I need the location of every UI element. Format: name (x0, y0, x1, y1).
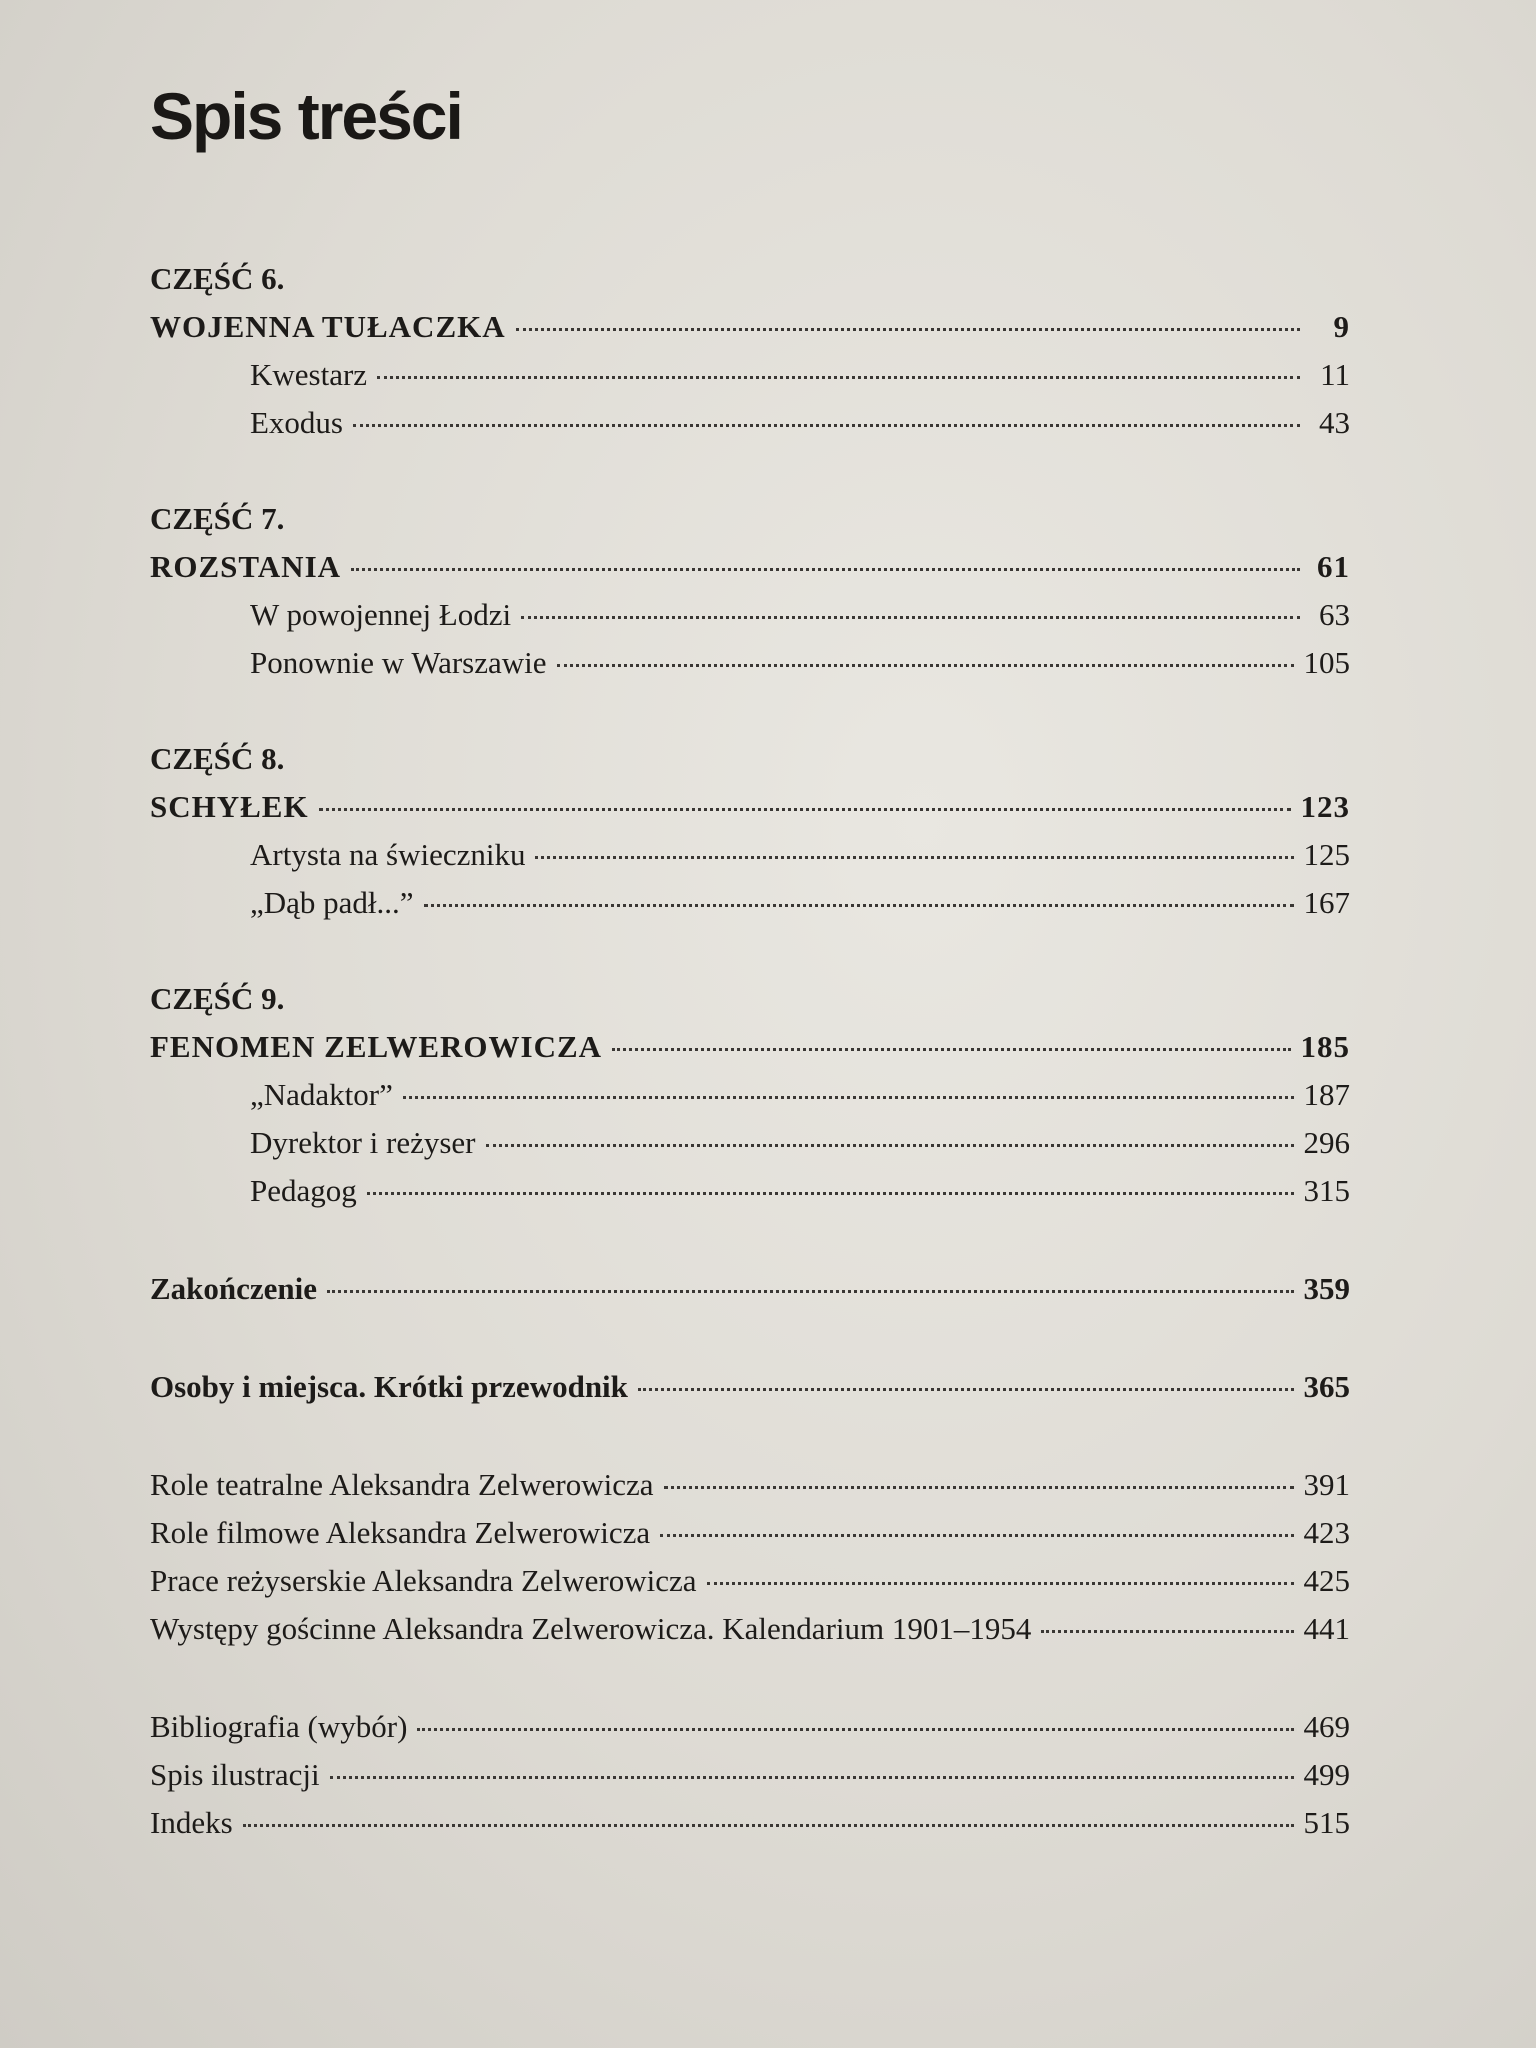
toc-page-number: 11 (1320, 357, 1350, 392)
toc-appendix-entry[interactable] (150, 1703, 1350, 1751)
toc-entry-label: Indeks (150, 1805, 233, 1840)
toc-part-heading[interactable] (150, 783, 1350, 831)
toc-appendix-entry[interactable] (150, 1799, 1350, 1847)
toc-entry-label: ROZSTANIA (150, 549, 342, 584)
dot-leader (327, 1290, 1293, 1293)
toc-entry-label: Bibliografia (wybór) (150, 1709, 408, 1744)
toc-entry-label: W powojennej Łodzi (250, 597, 512, 632)
dot-leader (664, 1486, 1294, 1489)
toc-entry-label: „Dąb padł...” (250, 885, 414, 920)
spacer (150, 447, 1350, 495)
dot-leader (638, 1388, 1294, 1391)
dot-leader (403, 1096, 1294, 1099)
toc-page-number: 167 (1303, 885, 1350, 920)
toc-entry-label: Exodus (250, 405, 343, 440)
toc-chapter[interactable] (150, 1071, 1350, 1119)
dot-leader (417, 1728, 1293, 1731)
toc-page-number: 423 (1303, 1515, 1350, 1550)
toc-part-heading[interactable] (150, 303, 1350, 351)
toc-page-number: 123 (1300, 789, 1350, 824)
toc-page-number: 365 (1303, 1369, 1350, 1404)
dot-leader (367, 1192, 1294, 1195)
toc-entry-label: Artysta na świeczniku (250, 837, 526, 872)
dot-leader (353, 424, 1300, 427)
dot-leader (535, 856, 1293, 859)
toc-entry-label: „Nadaktor” (250, 1077, 393, 1112)
toc-page-number: 187 (1303, 1077, 1350, 1112)
toc-page-number: 105 (1303, 645, 1350, 680)
toc-part-heading[interactable] (150, 543, 1350, 591)
dot-leader (319, 808, 1291, 811)
dot-leader (351, 568, 1300, 571)
dot-leader (1041, 1630, 1293, 1633)
toc-page-number: 441 (1303, 1611, 1350, 1646)
toc-entry-label: Zakończenie (150, 1271, 318, 1306)
toc-appendix-entry[interactable] (150, 1751, 1350, 1799)
toc-roles-entry[interactable] (150, 1509, 1350, 1557)
toc-entry-label: WOJENNA TUŁACZKA (150, 309, 506, 344)
spacer (150, 687, 1350, 735)
toc-chapter[interactable] (150, 639, 1350, 687)
toc-page-number: 359 (1303, 1271, 1350, 1306)
toc-page-number: 43 (1319, 405, 1350, 440)
toc-part-heading[interactable] (150, 1023, 1350, 1071)
toc-entry-label: Role teatralne Aleksandra Zelwerowicza (150, 1467, 654, 1502)
spacer (150, 1313, 1350, 1363)
part-label: CZĘŚĆ 7. (150, 501, 285, 536)
toc-chapter[interactable] (150, 351, 1350, 399)
toc-roles-entry[interactable] (150, 1461, 1350, 1509)
toc-entry-label: Kwestarz (250, 357, 368, 392)
toc-chapter[interactable] (150, 1119, 1350, 1167)
toc-entry-label: Pedagog (250, 1173, 357, 1208)
toc-chapter[interactable] (150, 399, 1350, 447)
toc-page-number: 125 (1303, 837, 1350, 872)
toc-roles-entry[interactable] (150, 1605, 1350, 1653)
toc-entry-label: SCHYŁEK (150, 789, 309, 824)
spacer (150, 1411, 1350, 1461)
toc-page-number: 391 (1303, 1467, 1350, 1502)
toc-entry-label: Role filmowe Aleksandra Zelwerowicza (150, 1515, 651, 1550)
dot-leader (612, 1048, 1290, 1051)
dot-leader (243, 1824, 1294, 1827)
toc-chapter[interactable] (150, 1167, 1350, 1215)
spacer (150, 927, 1350, 975)
toc-entry-label: Osoby i miejsca. Krótki przewodnik (150, 1369, 628, 1404)
toc-page-number: 315 (1303, 1173, 1350, 1208)
toc-entry-label: Ponownie w Warszawie (250, 645, 547, 680)
toc-chapter[interactable] (150, 591, 1350, 639)
page-title: Spis treści (150, 79, 462, 153)
toc-chapter[interactable] (150, 831, 1350, 879)
toc-page-number: 63 (1319, 597, 1350, 632)
dot-leader (521, 616, 1300, 619)
spacer (150, 1215, 1350, 1265)
dot-leader (486, 1144, 1294, 1147)
dot-leader (557, 664, 1294, 667)
toc-guide[interactable] (150, 1363, 1350, 1411)
toc-page-number: 9 (1333, 309, 1350, 344)
spacer (150, 1653, 1350, 1703)
toc-entry-label: Spis ilustracji (150, 1757, 320, 1792)
part-label: CZĘŚĆ 6. (150, 261, 285, 296)
toc-page-number: 185 (1300, 1029, 1350, 1064)
part-label: CZĘŚĆ 9. (150, 981, 285, 1016)
toc-page-number: 499 (1303, 1757, 1350, 1792)
dot-leader (424, 904, 1294, 907)
part-label: CZĘŚĆ 8. (150, 741, 285, 776)
dot-leader (707, 1582, 1294, 1585)
toc-chapter[interactable] (150, 879, 1350, 927)
toc-page-number: 469 (1303, 1709, 1350, 1744)
toc-page-number: 296 (1303, 1125, 1350, 1160)
dot-leader (516, 328, 1300, 331)
dot-leader (330, 1776, 1294, 1779)
dot-leader (377, 376, 1300, 379)
toc-page-number: 61 (1317, 549, 1350, 584)
dot-leader (660, 1534, 1293, 1537)
toc-entry-label: Dyrektor i reżyser (250, 1125, 476, 1160)
toc-entry-label: Występy gościnne Aleksandra Zelwerowicza. Kalendarium 1901–1954 (150, 1611, 1032, 1646)
toc-page-number: 425 (1303, 1563, 1350, 1598)
toc-entry-label: Prace reżyserskie Aleksandra Zelwerowicza (150, 1563, 697, 1598)
toc-roles-entry[interactable] (150, 1557, 1350, 1605)
toc-ending[interactable] (150, 1265, 1350, 1313)
toc-page-number: 515 (1303, 1805, 1350, 1840)
toc-entry-label: FENOMEN ZELWEROWICZA (150, 1029, 603, 1064)
table-of-contents (150, 255, 1350, 1847)
